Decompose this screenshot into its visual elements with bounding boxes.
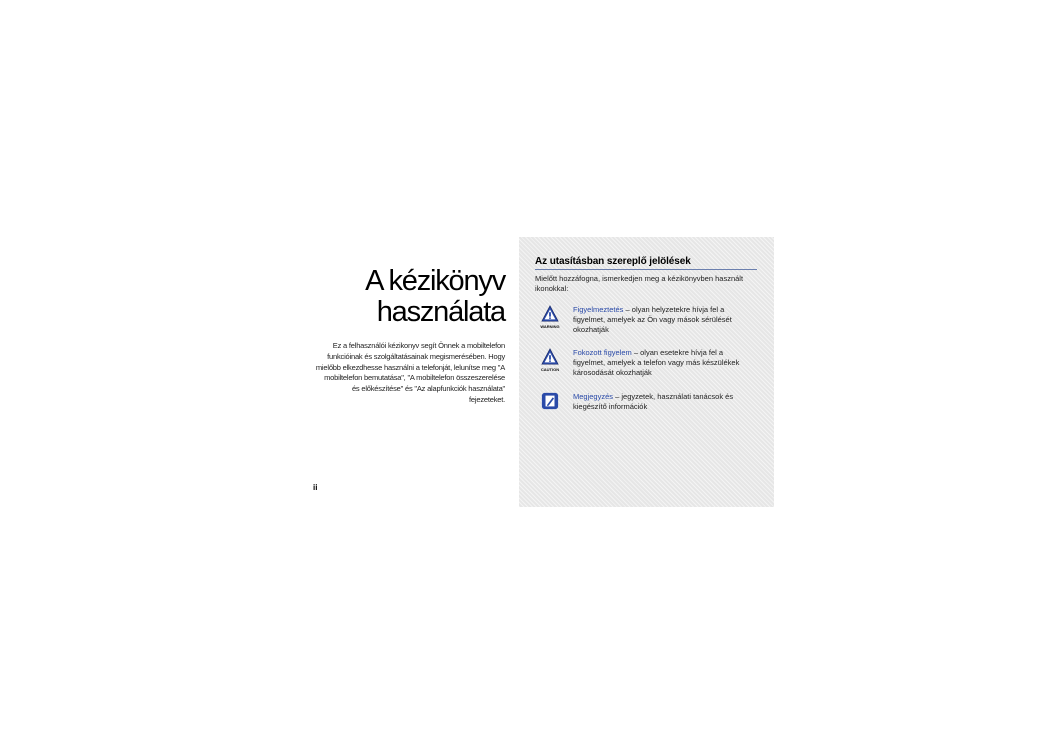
caution-text: [573, 348, 748, 377]
note-text: [573, 392, 748, 412]
icons-legend-panel: [519, 237, 774, 507]
note-term: Megjegyzés: [573, 392, 614, 401]
warning-term: Figyelmeztetés: [573, 305, 624, 314]
caution-caption: CAUTION: [540, 367, 560, 372]
caution-desc: – olyan esetekre hívja fel a figyelmet, amelyek a telefon vagy más készülékek károsodását okozhatják: [573, 348, 740, 377]
intro-paragraph: Ez a felhasználói kézikonyv segít Önnek a mobiltelefon funkcióinak és szolgáltatásainak megismerésében. Hogy mielőbb elkezdhesse használni a telefonját, lelunítse meg "A mobiltelefon bemutatása", "A mobiltelefon összeszerelése és előkészítése" és "Az alapfunkciók használata" fejezeteket.: [315, 341, 505, 404]
warning-text: [573, 305, 748, 334]
warning-desc: – olyan helyzetekre hívja fel a figyelmet, amelyek az Ön vagy mások sérülését okozhatják: [573, 305, 732, 334]
page-title-line-1: A kézikönyv: [365, 265, 505, 297]
warning-icon: [535, 305, 565, 329]
caution-icon: [535, 348, 565, 372]
page-title-line-2: használata: [376, 296, 505, 328]
warning-caption: WARNING: [540, 324, 560, 329]
panel-title: Az utasításban szereplő jelölések: [535, 256, 757, 270]
note-icon: [535, 392, 565, 411]
page-number: ii: [313, 483, 318, 492]
page-title: [365, 266, 505, 328]
note-desc: – jegyzetek, használati tanácsok és kiegészítő információk: [573, 392, 734, 411]
caution-term: Fokozott figyelem: [573, 348, 632, 357]
panel-intro: Mielőtt hozzáfogna, ismerkedjen meg a kézikönyvben használt ikonokkal:: [535, 274, 744, 293]
